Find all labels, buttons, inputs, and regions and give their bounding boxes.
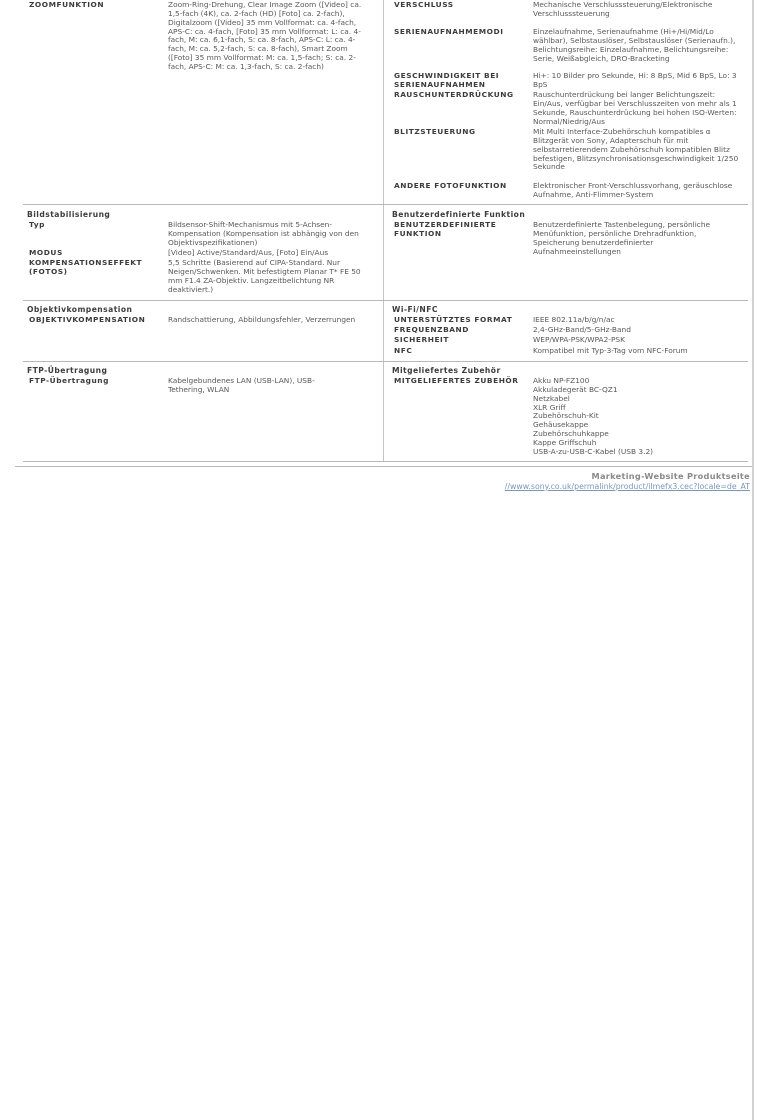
flash-control-label: BLITZSTEUERUNG [394,127,476,136]
ftp-label: FTP-Übertragung [29,376,109,385]
shutter-value: Mechanische Verschlusssteuerung/Elektronische Verschlusssteuerung [533,0,713,18]
security-value: WEP/WPA-PSK/WPA2-PSK [533,335,625,344]
zoom-value: Zoom-Ring-Drehung, Clear Image Zoom ([Video] ca. 1,5-fach (4K), ca. 2-fach (HD) [Foto] ca. 2-fach), Digitalzoom ([Video] 35 mm Vollformat: ca. 4-fach, APS-C: ca. 4-fach, [Foto] 35 mm Vollformat: L: ca. 4-fach, M: ca. 6,1-fach, S: ca. 8-fach, APS-C: L: ca. 4-fach, M: ca. 5,2-fach, S: ca. 8-fach), Smart Zoom ([Foto] 35 mm Vollformat: M: ca. 1,5-fach; S: ca. 2-fach, APS-C: M: ca. 1,3-fach, S: ca. 2-fach) [168,0,362,71]
column-divider [383,0,384,462]
noise-reduction-value: Rauschunterdrückung bei langer Belichtungszeit: Ein/Aus, verfügbar bei Verschlusszeiten von mehr als 1 Sekunde, Rauschunterdrückung bei hohen ISO-Werten: Normal/Niedrig/Aus [533,90,737,126]
footer-title: Marketing-Website Produktseite [591,471,750,481]
wifi-format-value: IEEE 802.11a/b/g/n/ac [533,315,615,324]
list-item: Kappe Griffschuh [533,437,597,447]
stabilization-mode-label: MODUS [29,248,63,257]
frequency-band-value: 2,4-GHz-Band/5-GHz-Band [533,325,631,334]
section-title-custom-function: Benutzerdefinierte Funktion [392,210,526,219]
flash-control-value: Mit Multi Interface-Zubehörschuh kompatibles α Blitzgerät von Sony, Adapterschuh für mit selbstarretierendem Zubehörschuh kompatiblen Blitz befestigen, Blitzsynchronisationsgeschwindigkeit 1/250 Sekunde [533,127,739,172]
list-item: Zubehörschuh-Kit [533,411,599,421]
other-photo-function-value: Elektronischer Front-Verschlussvorhang, geräuschlose Aufnahme, Anti-Flimmer-System [533,181,733,199]
row-divider-3 [23,361,748,362]
security-label: SICHERHEIT [394,335,449,344]
stabilization-type-label: Typ [29,220,45,229]
compensation-effect-value: 5,5 Schritte (Basierend auf CIPA-Standard. Nur Neigen/Schwenken. Mit befestigtem Planar T* FE 50 mm F1.4 ZA-Objektiv. Langzeitbelichtung NR deaktiviert.) [168,258,361,294]
custom-function-label: BENUTZERDEFINIERTE FUNKTION [394,220,497,238]
row-divider-2 [23,300,748,301]
frequency-band-label: FREQUENZBAND [394,325,469,334]
list-item: Netzkabel [533,393,570,403]
list-item: USB-A-zu-USB-C-Kabel (USB 3.2) [533,446,654,456]
nfc-label: NFC [394,346,413,355]
stabilization-type-value: Bildsensor-Shift-Mechanismus mit 5-Achsen-Kompensation (Kompensation ist abhängig von den Objektivspezifikationen) [168,220,359,247]
stabilization-mode-value: [Video] Active/Standard/Aus, [Foto] Ein/Aus [168,248,329,257]
burst-modes-value: Einzelaufnahme, Serienaufnahme (Hi+/Hi/Mid/Lo wählbar), Selbstauslöser, Selbstauslöser (Serienaufn.), Belichtungsreihe: Einzelaufnahme, Belichtungsreihe: Serie, Weißabgleich, DRO-Bracketing [533,27,736,63]
wifi-format-label: UNTERSTÜTZTES FORMAT [394,315,513,324]
section-title-wifi-nfc: Wi-Fi/NFC [392,305,438,314]
noise-reduction-label: RAUSCHUNTERDRÜCKUNG [394,90,514,99]
scrollbar-track[interactable] [754,0,770,1120]
other-photo-function-label: ANDERE FOTOFUNKTION [394,181,507,190]
accessories-list [533,377,740,457]
burst-speed-label: GESCHWINDIGKEIT BEI SERIENAUFNAHMEN [394,71,500,89]
list-item: Gehäusekappe [533,420,589,430]
section-title-stabilization: Bildstabilisierung [27,210,111,219]
list-item: Zubehörschuhkappe [533,429,609,439]
nfc-value: Kompatibel mit Typ-3-Tag vom NFC-Forum [533,346,688,355]
section-title-accessories: Mitgeliefertes Zubehör [392,366,501,375]
list-item: XLR Griff [533,402,566,412]
custom-function-value: Benutzerdefinierte Tastenbelegung, persönliche Menüfunktion, persönliche Drehradfunktion, Speicherung benutzerdefinierter Aufnahmeeinstellungen [533,220,711,256]
compensation-effect-label: KOMPENSATIONSEFFEKT (FOTOS) [29,258,143,276]
product-page-link[interactable]: //www.sony.co.uk/permalink/product/ilmefx3.cec?locale=de_AT [504,482,750,491]
burst-modes-label: SERIENAUFNAHMEMODI [394,27,504,36]
accessories-label: MITGELIEFERTES ZUBEHÖR [394,376,519,385]
shutter-label: VERSCHLUSS [394,0,454,9]
list-item: Akku NP-FZ100 [533,376,590,385]
row-divider-5 [15,466,752,467]
list-item: Akkuladegerät BC-QZ1 [533,384,618,394]
zoom-label: ZOOMFUNKTION [29,0,105,9]
burst-speed-value: Hi+: 10 Bilder pro Sekunde, Hi: 8 BpS, Mid 6 BpS, Lo: 3 BpS [533,71,737,89]
section-title-lens-compensation: Objektivkompensation [27,305,133,314]
row-divider-4 [23,461,748,462]
row-divider-1 [23,204,748,205]
ftp-value: Kabelgebundenes LAN (USB-LAN), USB-Tethering, WLAN [168,376,315,394]
section-title-ftp: FTP-Übertragung [27,366,108,375]
lens-compensation-label: OBJEKTIVKOMPENSATION [29,315,146,324]
lens-compensation-value: Randschattierung, Abbildungsfehler, Verzerrungen [168,315,356,324]
